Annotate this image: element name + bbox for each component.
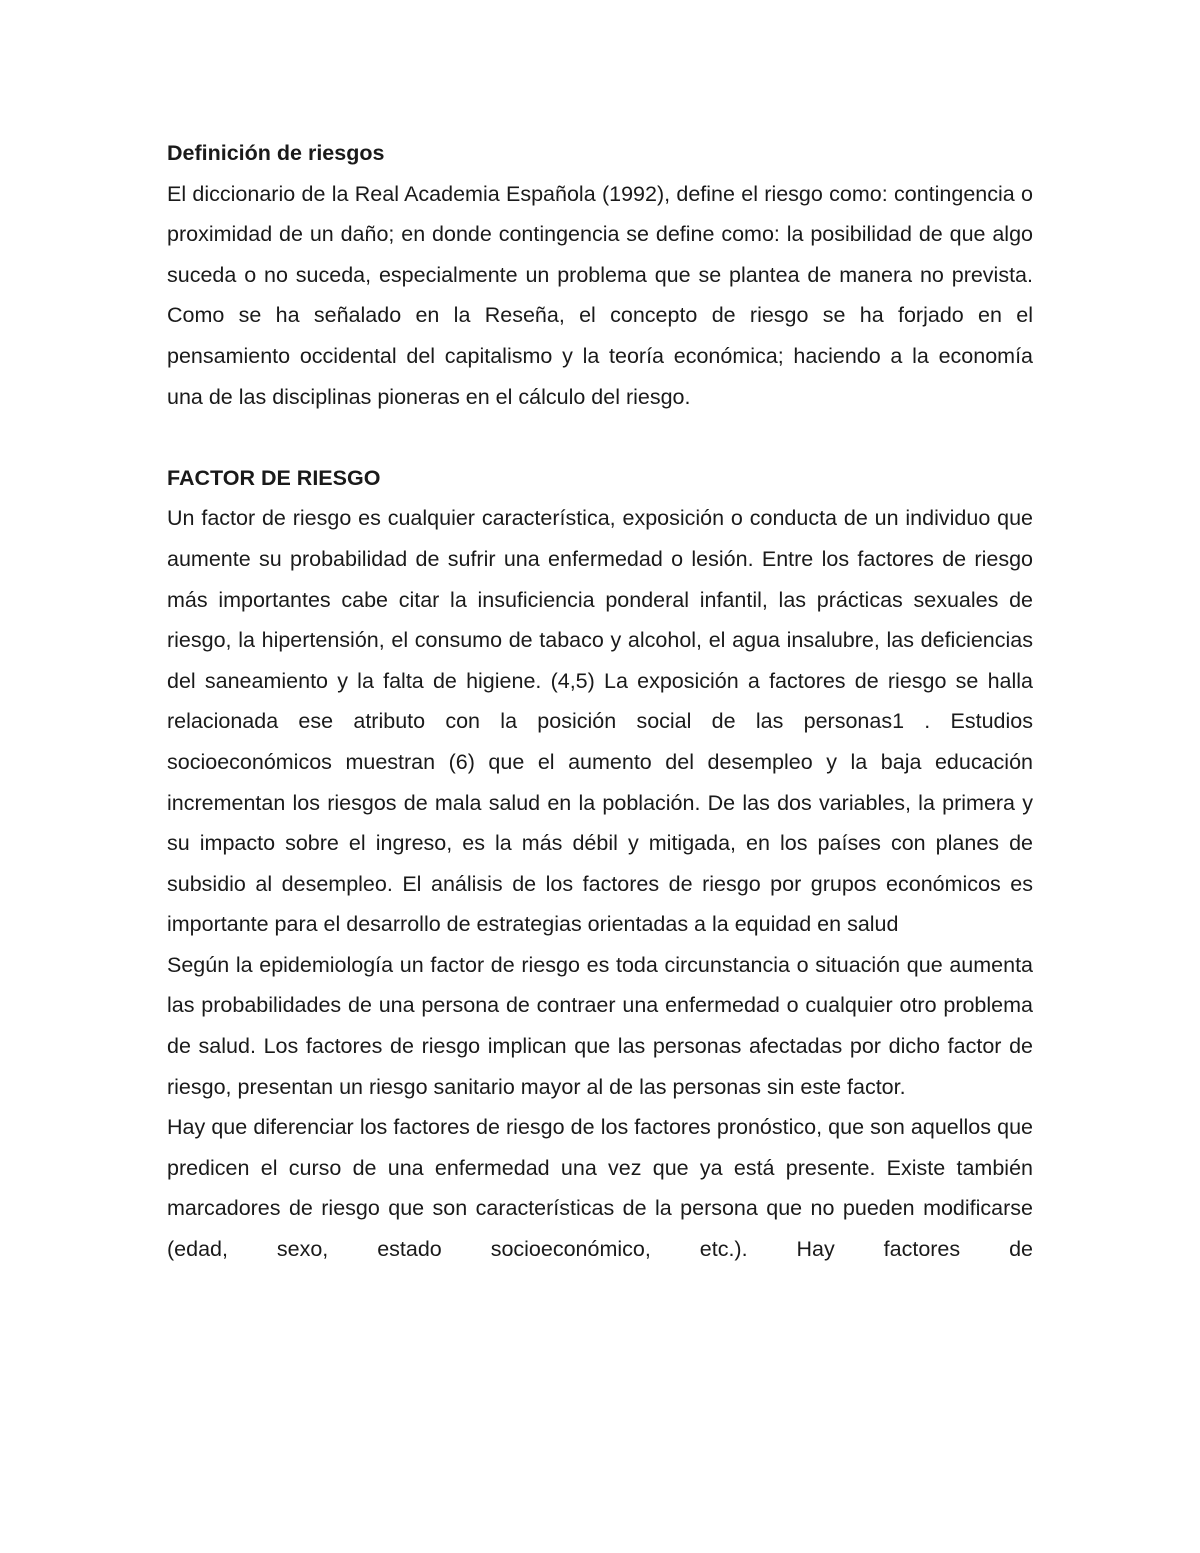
section-heading-definicion: Definición de riesgos (167, 141, 385, 165)
section-heading-factor-de-riesgo: FACTOR DE RIESGO (167, 465, 381, 490)
blank-line (167, 417, 1033, 458)
paragraph-definicion: El diccionario de la Real Academia Española (1992), define el riesgo como: contingencia o proximidad de un daño; en donde contingencia se define como: la posibilidad de que algo suceda o no suceda, especialmente un problema que se plantea de manera no prevista. Como se ha señalado en la Reseña, el concepto de riesgo se ha forjado en el pensamiento occidental del capitalismo y la teoría económica; haciendo a la economía una de las disciplinas pioneras en el cálculo del riesgo. (167, 181, 1033, 409)
paragraph-epidemiologia: Según la epidemiología un factor de riesgo es toda circunstancia o situación que aumenta las probabilidades de una persona de contraer una enfermedad o cualquier otro problema de salud. Los factores de riesgo implican que las personas afectadas por dicho factor de riesgo, presentan un riesgo sanitario mayor al de las personas sin este factor. (167, 952, 1033, 1099)
paragraph-factor-definition: Un factor de riesgo es cualquier característica, exposición o conducta de un individuo que aumente su probabilidad de sufrir una enfermedad o lesión. Entre los factores de riesgo más importantes cabe citar la insuficiencia ponderal infantil, las prácticas sexuales de riesgo, la hipertensión, el consumo de tabaco y alcohol, el agua insalubre, las deficiencias del saneamiento y la falta de higiene. (4,5) La exposición a factores de riesgo se halla relacionada ese atributo con la posición social de las personas1 . Estudios socioeconómicos muestran (6) que el aumento del desempleo y la baja educación incrementan los riesgos de mala salud en la población. De las dos variables, la primera y su impacto sobre el ingreso, es la más débil y mitigada, en los países con planes de subsidio al desempleo. El análisis de los factores de riesgo por grupos económicos es importante para el desarrollo de estrategias orientadas a la equidad en salud (167, 506, 1033, 937)
paragraph-factores-pronostico: Hay que diferenciar los factores de riesgo de los factores pronóstico, que son aquellos que predicen el curso de una enfermedad una vez que ya está presente. Existe también marcadores de riesgo que son características de la persona que no pueden modificarse (edad, sexo, estado socioeconómico, etc.). Hay factores de (167, 1115, 1033, 1262)
document-body (167, 133, 1033, 1270)
